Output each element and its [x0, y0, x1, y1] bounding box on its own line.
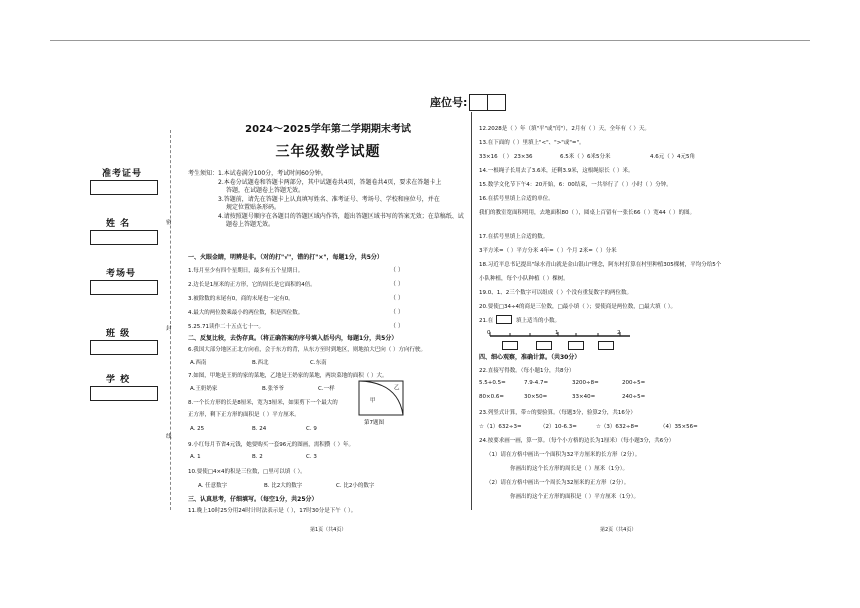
- question-23: 23.列竖式计算，带☆的要验算。（每题3分，验算2分，共16分）: [479, 410, 636, 416]
- q6-option-a: A.西南: [190, 360, 207, 366]
- answer-paren-1[interactable]: （ ）: [390, 267, 404, 274]
- question-5: 5.25.71读作二十五点七十一。: [188, 324, 264, 330]
- page-footer-right: 第2页（共4页）: [600, 527, 637, 533]
- question-18-cont: 小队种植，每个小队种植（ ）棵树。: [479, 276, 569, 282]
- question-19: 19.0、1、2三个数字可以组成（ ）个没有重复数字的两位数。: [479, 290, 632, 296]
- question-24-2: （2）请在方格中画出一个周长为32厘米的正方形（2分）。: [486, 480, 630, 486]
- calc-item: 200÷5=: [622, 380, 646, 386]
- question-8-cont: 正方形，剩下正方形的面积是（ ）平方厘米。: [188, 412, 300, 418]
- figure-caption: 第7题图: [364, 420, 384, 426]
- numberline-answer-box-3[interactable]: [568, 341, 584, 350]
- notice-line: 考生须知：1.本试卷满分100分，考试时间60分钟。: [188, 170, 327, 177]
- answer-paren-4[interactable]: （ ）: [390, 309, 404, 316]
- q9-option-b: B. 2: [252, 454, 263, 460]
- question-1: 1.每月至少有四个星期日，最多有五个星期日。: [188, 268, 304, 274]
- seal-dashed-line: [170, 130, 171, 510]
- answer-paren-5[interactable]: （ ）: [390, 323, 404, 330]
- answer-paren-3[interactable]: （ ）: [390, 295, 404, 302]
- calc-item: 7.9-4.7=: [524, 380, 549, 386]
- calc-item: 5.5+0.5=: [479, 380, 506, 386]
- notice-line: 题卷上答题无效。: [226, 221, 275, 228]
- question-3: 3.被除数的末尾有0，商的末尾也一定有0。: [188, 296, 294, 302]
- question-17-items: 3平方米=（ ）平方分米 4年=（ ）个月 2米=（ ）分米: [479, 248, 617, 254]
- numberline-answer-box-1[interactable]: [502, 341, 518, 350]
- q23-item-3: ☆（3）632÷8=: [596, 424, 639, 430]
- class-field[interactable]: [90, 340, 158, 355]
- question-17: 17.在括号里填上合适的数。: [479, 234, 549, 240]
- question-24: 24.按要求画一画，算一算。（每个小方格的边长为1厘米）（每小题3分，共6分）: [479, 438, 675, 444]
- q23-item-2: （2）10-6.3=: [540, 424, 577, 430]
- question-9: 9.小红每月节省4元钱，她要购买一套96元的图画，需积攒（ ）年。: [188, 442, 354, 448]
- page-footer-left: 第1页（共4页）: [310, 527, 347, 533]
- numberline-1: 1: [555, 330, 559, 336]
- answer-paren-2[interactable]: （ ）: [390, 281, 404, 288]
- section-2-heading: 二、反复比较，去伪存真。（将正确答案的序号填入括号内，每题1分，共5分）: [188, 335, 398, 342]
- q13-item-1: 33×16 （ ） 23×36: [479, 154, 533, 160]
- sidebar-label-name: 姓 名: [106, 219, 131, 229]
- question-8: 8.一个长方形的长是8厘米，宽为3厘米，如果剪下一个最大的: [188, 400, 338, 406]
- notice-line: 规定位置贴条形码。: [226, 204, 281, 211]
- seat-number-box-1[interactable]: [469, 94, 488, 111]
- q7-option-c: C.一样: [318, 386, 335, 392]
- room-field[interactable]: [90, 280, 158, 295]
- q23-item-1: ☆（1）632÷3=: [479, 424, 522, 430]
- question-6: 6.我国大部分地区正北方向看，会于东方的背，从东方至时到地区，则地拍大巴向（ ）方向行驶。: [188, 347, 426, 353]
- question-11: 11.晚上10时25分用24时计时法表示是（ ），17时30分是下午（ ）。: [188, 508, 357, 514]
- question-14: 14.一根绳子长用去了3.6米，还剩3.9米，这根绳原长（ ）米。: [479, 168, 634, 174]
- q23-item-4: （4）35×56=: [660, 424, 698, 430]
- seal-mark-1: 密: [166, 220, 172, 226]
- numberline-2: 2: [617, 330, 621, 336]
- seat-number-label: 座位号:: [430, 96, 468, 109]
- subject-title: 三年级数学试题: [275, 144, 381, 160]
- question-15: 15.数学文化节下午4：20开始，6：00结束，一共举行了（ ）小时（ ）分钟。: [479, 182, 672, 188]
- sidebar-label-exam-id: 准考证号: [102, 169, 143, 179]
- column-divider: [471, 112, 472, 510]
- numberline-0: 0: [487, 330, 491, 336]
- question-24-1b: 你画出的这个长方形的周长是（ ）厘米（1分）。: [510, 466, 628, 472]
- sidebar-label-school: 学 校: [106, 375, 131, 385]
- q8-option-b: B. 24: [252, 426, 267, 432]
- question-21-cont: 填上适当的小数。: [516, 318, 561, 324]
- numberline-answer-box-2[interactable]: [536, 341, 552, 350]
- question-22: 22.直接写得数。（每小题1分，共8分）: [479, 368, 575, 374]
- question-7: 7.如图，甲地是王奶的家的菜地，乙地是王奶家的菜地，两块菜地的面积（ ）大。: [188, 373, 388, 379]
- notice-block: [188, 170, 464, 230]
- question-16: 16.在括号里填上合适的单位。: [479, 196, 554, 202]
- section-3-heading: 三、认真思考，仔细填写。（每空1分，共25分）: [188, 496, 318, 503]
- seal-mark-2: 封: [166, 326, 172, 332]
- seal-mark-3: 线: [166, 434, 172, 440]
- seat-number-box-2[interactable]: [487, 94, 506, 111]
- q6-option-b: B.西北: [252, 360, 269, 366]
- q7-option-a: A.王奶奶家: [190, 386, 218, 392]
- q10-option-a: A. 任意数字: [198, 483, 228, 489]
- q7-option-b: B.张爷爷: [262, 386, 285, 392]
- question-21: 21.在: [479, 318, 494, 324]
- figure-label-jia: 甲: [370, 398, 376, 404]
- notice-line: 答题，在试题卷上答题无效。: [226, 187, 305, 194]
- notice-line: 4.请按照题号顺序在各题目的答题区域内作答，超出答题区域书写的答案无效；在草稿纸、试: [218, 212, 464, 220]
- name-field[interactable]: [90, 230, 158, 245]
- figure-label-yi: 乙: [394, 385, 400, 391]
- question-4: 4.最大的两位数乘最小的两位数，积是四位数。: [188, 310, 304, 316]
- calc-item: 80×0.6=: [479, 394, 504, 400]
- q6-option-c: C.东南: [310, 360, 327, 366]
- question-24-1: （1）请在方格中画出一个面积为32平方厘米的长方形（2分）。: [486, 452, 641, 458]
- section-1-heading: 一、火眼金睛，明辨是非。（对的打"√"，错的打"×"，每题1分，共5分）: [188, 254, 383, 261]
- sidebar-label-class: 班 级: [106, 329, 131, 339]
- calc-item: 30×50=: [524, 394, 548, 400]
- page-top-rule: [50, 40, 810, 41]
- question-12: 12.2028是（ ）年（填"平"或"闰"），2月有（ ）天，全年有（ ）天。: [479, 126, 650, 132]
- question-16-text: 我们的教室宽面积明用，去地面积80（ ），圆桌上百留有一张长66（ ）宽44（ ）的图。: [479, 210, 695, 216]
- question-13: 13.在下面的（ ）里填上"<"、">"或"="。: [479, 140, 585, 146]
- q9-option-c: C. 3: [306, 454, 317, 460]
- school-field[interactable]: [90, 386, 158, 401]
- exam-id-field[interactable]: [90, 180, 158, 195]
- question-20: 20.要使□34÷4的商是三位数，□最小填（ ）；要使商是两位数，□最大填（ ）。: [479, 304, 676, 310]
- calc-item: 33×40=: [572, 394, 596, 400]
- q10-option-c: C. 比2小的数字: [336, 483, 375, 489]
- notice-line: 3.答题前，请先在答题卡上认真填写姓名、准考证号、考场号、学校和座位号，并在: [218, 195, 440, 203]
- calc-item: 240÷5=: [622, 394, 646, 400]
- q9-option-a: A. 1: [190, 454, 201, 460]
- q8-option-c: C. 9: [306, 426, 317, 432]
- q10-option-b: B. 比2大的数字: [264, 483, 303, 489]
- sidebar-label-room: 考场号: [106, 269, 137, 279]
- q8-option-a: A. 25: [190, 426, 205, 432]
- question-2: 2.边长是1厘米的正方形，它的周长是它面积的4倍。: [188, 282, 316, 288]
- question-24-2b: 你画出的这个正方形的面积是（ ）平方厘米（1分）。: [510, 494, 639, 500]
- q13-item-2: 6.5米（ ）6米5分米: [560, 154, 611, 160]
- question-10: 10.要使□4×4的积是三位数，□里可以填（ ）。: [188, 469, 306, 475]
- calc-item: 3200÷8=: [572, 380, 599, 386]
- section-4-heading: 四、细心观察，准确计算。（共30分）: [479, 354, 581, 361]
- q21-example-box: [496, 315, 512, 324]
- numberline-answer-box-4[interactable]: [598, 341, 614, 350]
- exam-title: 2024～2025学年第二学期期末考试: [245, 124, 411, 135]
- q13-item-3: 4.6元（ ）4元5角: [650, 154, 695, 160]
- notice-line: 2.本卷分试题卷和答题卡两部分，其中试题卷共4页，答题卷共4页，要求在答题卡上: [218, 178, 442, 186]
- question-18: 18.习近平总书记提出"绿水青山就是金山银山"理念，阿东村打算在村里种植305棵树，平均分给5个: [479, 262, 722, 268]
